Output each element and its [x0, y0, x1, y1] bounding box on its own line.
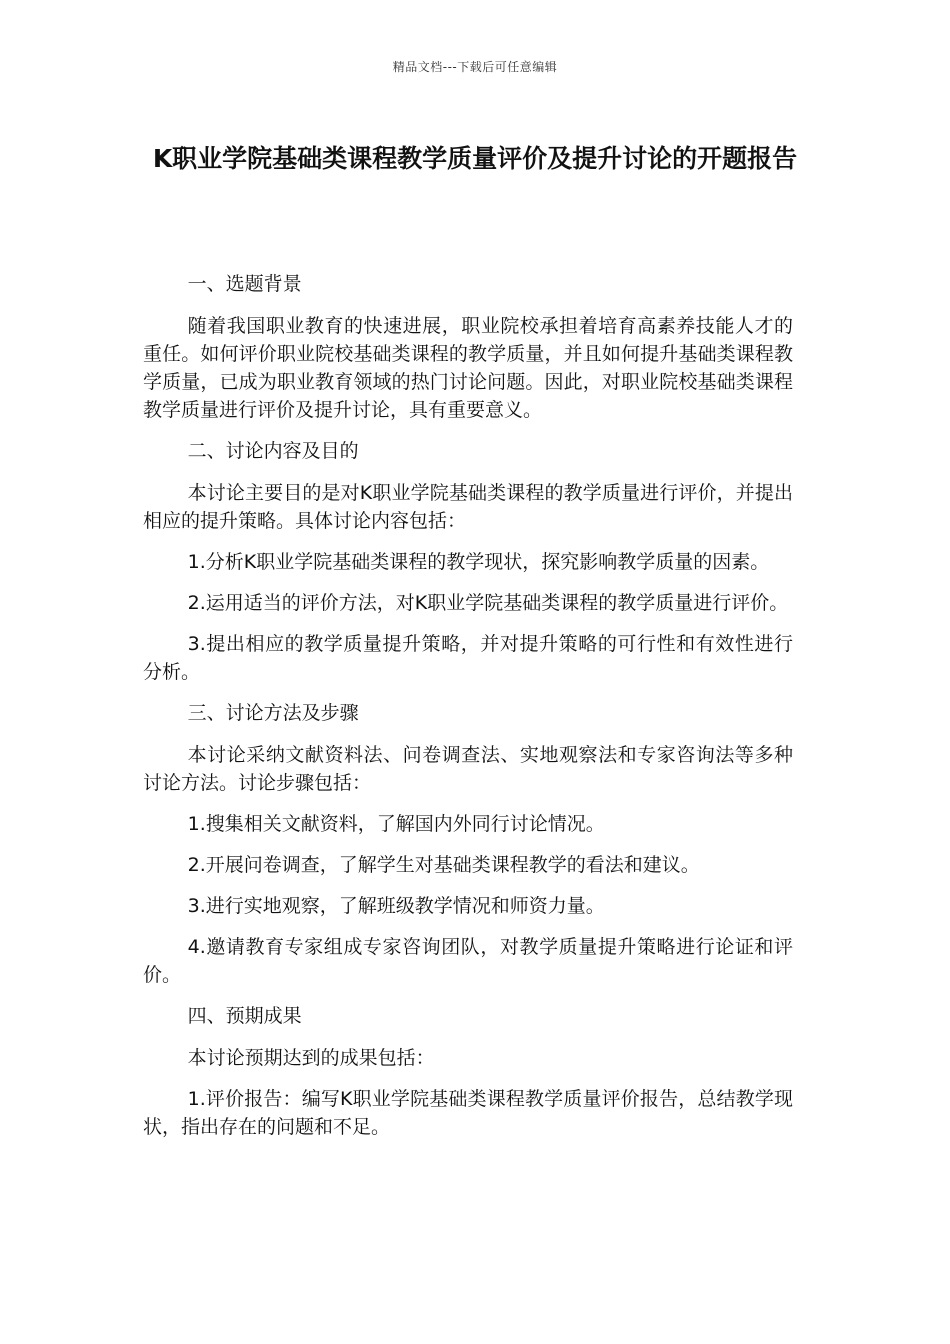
list-item-content-1: 1.分析K职业学院基础类课程的教学现状，探究影响教学质量的因素。	[187, 551, 770, 573]
paragraph-outcomes: 本讨论预期达到的成果包括：	[187, 1047, 435, 1069]
list-item-step-3: 3.进行实地观察，了解班级教学情况和师资力量。	[187, 895, 605, 917]
list-item-step-2: 2.开展问卷调查，了解学生对基础类课程教学的看法和建议。	[187, 854, 700, 876]
document-title: K职业学院基础类课程教学质量评价及提升讨论的开题报告	[152, 144, 798, 173]
page-header-note: 精品文档---下载后可任意编辑	[392, 60, 558, 74]
list-item-content-3: 3.提出相应的教学质量提升策略，并对提升策略的可行性和有效性进行分析。	[143, 633, 793, 683]
paragraph-methods: 本讨论采纳文献资料法、问卷调查法、实地观察法和专家咨询法等多种讨论方法。讨论步骤包括：	[143, 744, 793, 794]
section-heading-content-purpose: 二、讨论内容及目的	[187, 440, 359, 462]
paragraph-background: 随着我国职业教育的快速进展，职业院校承担着培育高素养技能人才的重任。如何评价职业院校基础类课程的教学质量，并且如何提升基础类课程教学质量，已成为职业教育领域的热门讨论问题。因此，对职业院校基础类课程教学质量进行评价及提升讨论，具有重要意义。	[143, 315, 793, 421]
list-item-step-1: 1.搜集相关文献资料，了解国内外同行讨论情况。	[187, 813, 605, 835]
section-heading-outcomes: 四、预期成果	[187, 1005, 302, 1027]
section-heading-methods: 三、讨论方法及步骤	[187, 702, 359, 724]
list-item-content-2: 2.运用适当的评价方法，对K职业学院基础类课程的教学质量进行评价。	[187, 592, 789, 614]
document-body	[143, 270, 793, 1154]
paragraph-purpose: 本讨论主要目的是对K职业学院基础类课程的教学质量进行评价，并提出相应的提升策略。具体讨论内容包括：	[143, 482, 793, 532]
section-heading-background: 一、选题背景	[187, 273, 302, 295]
list-item-step-4: 4.邀请教育专家组成专家咨询团队，对教学质量提升策略进行论证和评价。	[143, 936, 793, 986]
list-item-outcome-1: 1.评价报告：编写K职业学院基础类课程教学质量评价报告，总结教学现状，指出存在的问题和不足。	[143, 1088, 793, 1138]
